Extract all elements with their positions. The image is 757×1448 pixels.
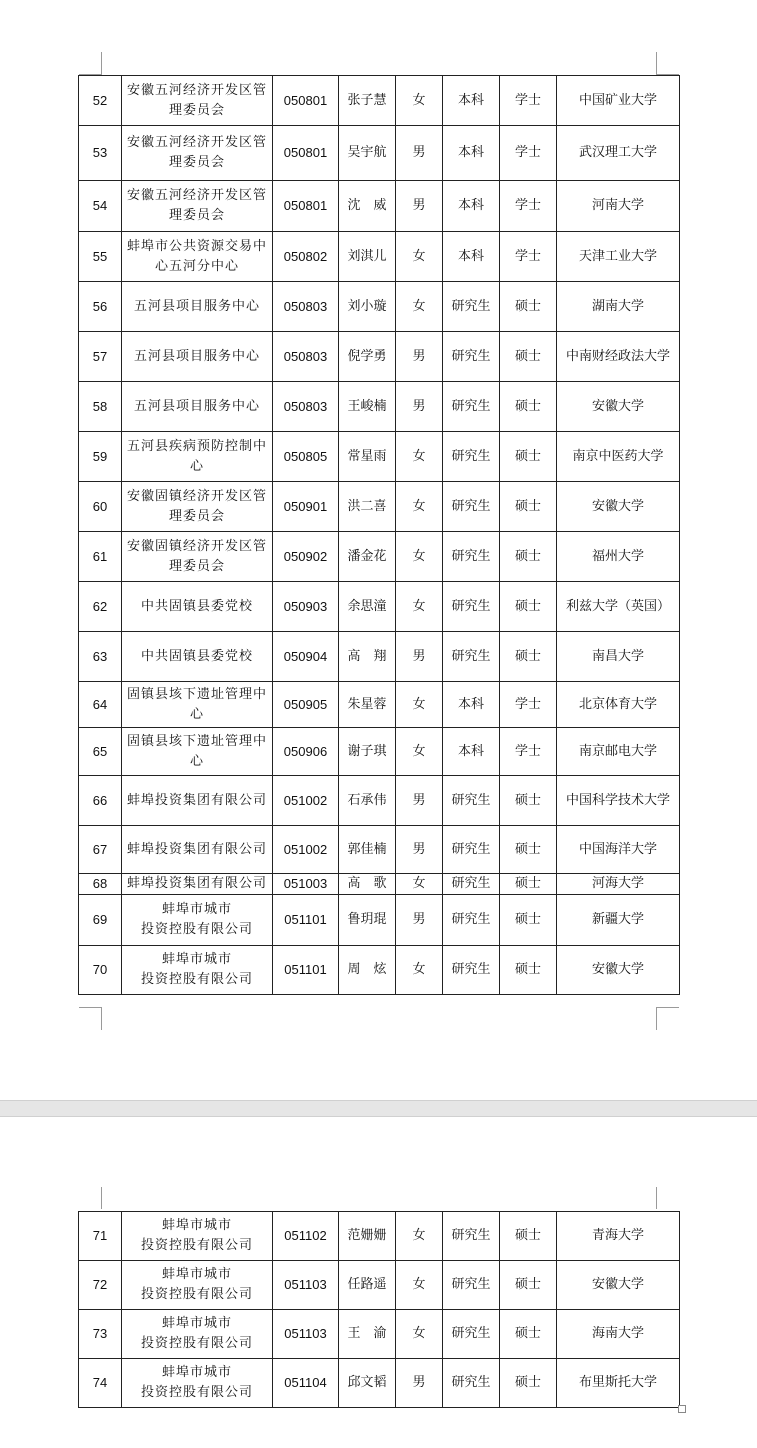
school-name-cell: 北京体育大学 <box>557 682 680 728</box>
table-row <box>79 126 680 181</box>
table-row <box>79 432 680 482</box>
unit-name-cell: 蚌埠投资集团有限公司 <box>122 826 273 874</box>
table-resize-handle[interactable] <box>678 1405 686 1413</box>
table-row <box>79 181 680 232</box>
education-cell: 本科 <box>443 232 500 282</box>
unit-name-cell: 蚌埠市公共资源交易中心五河分中心 <box>122 232 273 282</box>
unit-name-cell: 蚌埠市城市 投资控股有限公司 <box>122 895 273 946</box>
position-code-cell: 050903 <box>273 582 339 632</box>
education-cell: 研究生 <box>443 776 500 826</box>
degree-cell: 学士 <box>500 728 557 776</box>
unit-name-cell: 中共固镇县委党校 <box>122 582 273 632</box>
unit-name-cell: 蚌埠市城市 投资控股有限公司 <box>122 1310 273 1359</box>
document-page-2 <box>0 1117 757 1448</box>
candidate-name-cell: 邱文韬 <box>339 1359 396 1408</box>
gender-cell: 男 <box>396 332 443 382</box>
education-cell: 研究生 <box>443 482 500 532</box>
unit-name-cell: 蚌埠市城市 投资控股有限公司 <box>122 1261 273 1310</box>
unit-name-cell: 蚌埠市城市 投资控股有限公司 <box>122 1359 273 1408</box>
row-number-cell: 68 <box>79 874 122 895</box>
gender-cell: 男 <box>396 632 443 682</box>
row-number-cell: 73 <box>79 1310 122 1359</box>
row-number-cell: 52 <box>79 76 122 126</box>
degree-cell: 硕士 <box>500 1359 557 1408</box>
position-code-cell: 050801 <box>273 126 339 181</box>
candidate-name-cell: 朱星蓉 <box>339 682 396 728</box>
candidate-name-cell: 倪学勇 <box>339 332 396 382</box>
row-number-cell: 65 <box>79 728 122 776</box>
table-row <box>79 632 680 682</box>
position-code-cell: 051002 <box>273 776 339 826</box>
gender-cell: 男 <box>396 776 443 826</box>
table-row <box>79 776 680 826</box>
position-code-cell: 050802 <box>273 232 339 282</box>
education-cell: 研究生 <box>443 946 500 995</box>
table-row <box>79 946 680 995</box>
row-number-cell: 57 <box>79 332 122 382</box>
degree-cell: 硕士 <box>500 582 557 632</box>
unit-name-cell: 五河县项目服务中心 <box>122 382 273 432</box>
row-number-cell: 63 <box>79 632 122 682</box>
row-number-cell: 60 <box>79 482 122 532</box>
candidate-name-cell: 郭佳楠 <box>339 826 396 874</box>
row-number-cell: 62 <box>79 582 122 632</box>
position-code-cell: 050801 <box>273 181 339 232</box>
row-number-cell: 72 <box>79 1261 122 1310</box>
unit-name-cell: 五河县疾病预防控制中心 <box>122 432 273 482</box>
table-row <box>79 332 680 382</box>
position-code-cell: 051101 <box>273 946 339 995</box>
degree-cell: 硕士 <box>500 432 557 482</box>
row-number-cell: 66 <box>79 776 122 826</box>
table-row <box>79 826 680 874</box>
unit-name-cell: 蚌埠投资集团有限公司 <box>122 776 273 826</box>
education-cell: 研究生 <box>443 874 500 895</box>
degree-cell: 硕士 <box>500 874 557 895</box>
school-name-cell: 海南大学 <box>557 1310 680 1359</box>
candidate-name-cell: 周 炫 <box>339 946 396 995</box>
education-cell: 研究生 <box>443 582 500 632</box>
row-number-cell: 69 <box>79 895 122 946</box>
candidate-name-cell: 范姗姗 <box>339 1212 396 1261</box>
school-name-cell: 中国矿业大学 <box>557 76 680 126</box>
unit-name-cell: 安徽固镇经济开发区管理委员会 <box>122 482 273 532</box>
gender-cell: 男 <box>396 826 443 874</box>
crop-mark-top-left <box>79 52 102 75</box>
table-row <box>79 682 680 728</box>
row-number-cell: 67 <box>79 826 122 874</box>
position-code-cell: 051102 <box>273 1212 339 1261</box>
position-code-cell: 051101 <box>273 895 339 946</box>
position-code-cell: 050905 <box>273 682 339 728</box>
school-name-cell: 武汉理工大学 <box>557 126 680 181</box>
education-cell: 研究生 <box>443 532 500 582</box>
degree-cell: 硕士 <box>500 532 557 582</box>
unit-name-cell: 中共固镇县委党校 <box>122 632 273 682</box>
education-cell: 本科 <box>443 682 500 728</box>
position-code-cell: 050801 <box>273 76 339 126</box>
degree-cell: 硕士 <box>500 776 557 826</box>
school-name-cell: 南昌大学 <box>557 632 680 682</box>
gender-cell: 女 <box>396 432 443 482</box>
candidate-name-cell: 常星雨 <box>339 432 396 482</box>
gender-cell: 女 <box>396 482 443 532</box>
gender-cell: 女 <box>396 232 443 282</box>
row-number-cell: 59 <box>79 432 122 482</box>
school-name-cell: 安徽大学 <box>557 1261 680 1310</box>
crop-mark-bottom-left <box>79 1007 102 1030</box>
school-name-cell: 安徽大学 <box>557 382 680 432</box>
degree-cell: 硕士 <box>500 1212 557 1261</box>
candidate-name-cell: 洪二喜 <box>339 482 396 532</box>
gender-cell: 女 <box>396 532 443 582</box>
degree-cell: 硕士 <box>500 946 557 995</box>
gender-cell: 女 <box>396 874 443 895</box>
unit-name-cell: 五河县项目服务中心 <box>122 332 273 382</box>
row-number-cell: 70 <box>79 946 122 995</box>
gender-cell: 女 <box>396 728 443 776</box>
education-cell: 研究生 <box>443 1261 500 1310</box>
gender-cell: 男 <box>396 895 443 946</box>
degree-cell: 硕士 <box>500 895 557 946</box>
school-name-cell: 中国科学技术大学 <box>557 776 680 826</box>
candidate-name-cell: 谢子琪 <box>339 728 396 776</box>
school-name-cell: 中南财经政法大学 <box>557 332 680 382</box>
unit-name-cell: 蚌埠市城市 投资控股有限公司 <box>122 1212 273 1261</box>
unit-name-cell: 蚌埠投资集团有限公司 <box>122 874 273 895</box>
gender-cell: 女 <box>396 1310 443 1359</box>
candidate-name-cell: 张子慧 <box>339 76 396 126</box>
school-name-cell: 河南大学 <box>557 181 680 232</box>
degree-cell: 学士 <box>500 232 557 282</box>
education-cell: 研究生 <box>443 1212 500 1261</box>
position-code-cell: 050904 <box>273 632 339 682</box>
unit-name-cell: 安徽五河经济开发区管理委员会 <box>122 126 273 181</box>
gender-cell: 男 <box>396 181 443 232</box>
gender-cell: 女 <box>396 582 443 632</box>
position-code-cell: 051103 <box>273 1310 339 1359</box>
row-number-cell: 56 <box>79 282 122 332</box>
position-code-cell: 051003 <box>273 874 339 895</box>
gender-cell: 女 <box>396 282 443 332</box>
education-cell: 研究生 <box>443 1359 500 1408</box>
gender-cell: 女 <box>396 76 443 126</box>
degree-cell: 学士 <box>500 126 557 181</box>
candidate-name-cell: 潘金花 <box>339 532 396 582</box>
table-row <box>79 532 680 582</box>
table-row <box>79 1261 680 1310</box>
candidate-name-cell: 刘淇儿 <box>339 232 396 282</box>
degree-cell: 硕士 <box>500 282 557 332</box>
school-name-cell: 布里斯托大学 <box>557 1359 680 1408</box>
education-cell: 研究生 <box>443 826 500 874</box>
candidate-name-cell: 高 歌 <box>339 874 396 895</box>
education-cell: 研究生 <box>443 895 500 946</box>
position-code-cell: 050803 <box>273 282 339 332</box>
degree-cell: 硕士 <box>500 382 557 432</box>
row-number-cell: 74 <box>79 1359 122 1408</box>
candidate-name-cell: 任路遥 <box>339 1261 396 1310</box>
table-row <box>79 1310 680 1359</box>
table-row <box>79 76 680 126</box>
education-cell: 本科 <box>443 126 500 181</box>
gender-cell: 女 <box>396 946 443 995</box>
education-cell: 研究生 <box>443 282 500 332</box>
unit-name-cell: 蚌埠市城市 投资控股有限公司 <box>122 946 273 995</box>
position-code-cell: 050901 <box>273 482 339 532</box>
education-cell: 研究生 <box>443 382 500 432</box>
unit-name-cell: 安徽五河经济开发区管理委员会 <box>122 181 273 232</box>
candidate-name-cell: 余思潼 <box>339 582 396 632</box>
table-row <box>79 874 680 895</box>
table-row <box>79 582 680 632</box>
school-name-cell: 河海大学 <box>557 874 680 895</box>
education-cell: 本科 <box>443 181 500 232</box>
gender-cell: 女 <box>396 1261 443 1310</box>
school-name-cell: 利兹大学（英国） <box>557 582 680 632</box>
candidate-name-cell: 高 翔 <box>339 632 396 682</box>
results-table-page-1 <box>78 75 680 995</box>
school-name-cell: 青海大学 <box>557 1212 680 1261</box>
degree-cell: 学士 <box>500 682 557 728</box>
position-code-cell: 050803 <box>273 332 339 382</box>
candidate-name-cell: 石承伟 <box>339 776 396 826</box>
education-cell: 研究生 <box>443 632 500 682</box>
table-row <box>79 382 680 432</box>
row-number-cell: 61 <box>79 532 122 582</box>
unit-name-cell: 固镇县垓下遗址管理中心 <box>122 682 273 728</box>
candidate-name-cell: 鲁玥琨 <box>339 895 396 946</box>
gender-cell: 女 <box>396 682 443 728</box>
position-code-cell: 051104 <box>273 1359 339 1408</box>
gender-cell: 男 <box>396 126 443 181</box>
position-code-cell: 051002 <box>273 826 339 874</box>
degree-cell: 硕士 <box>500 1261 557 1310</box>
crop-mark-top-right <box>656 52 679 75</box>
position-code-cell: 050906 <box>273 728 339 776</box>
education-cell: 本科 <box>443 76 500 126</box>
table-row <box>79 482 680 532</box>
candidate-name-cell: 沈 威 <box>339 181 396 232</box>
position-code-cell: 051103 <box>273 1261 339 1310</box>
crop-mark-bottom-right <box>656 1007 679 1030</box>
table-row <box>79 895 680 946</box>
position-code-cell: 050805 <box>273 432 339 482</box>
candidate-name-cell: 吴宇航 <box>339 126 396 181</box>
row-number-cell: 54 <box>79 181 122 232</box>
candidate-name-cell: 王 渝 <box>339 1310 396 1359</box>
unit-name-cell: 安徽固镇经济开发区管理委员会 <box>122 532 273 582</box>
crop-mark-top-right <box>656 1187 679 1209</box>
table-row <box>79 1359 680 1408</box>
gender-cell: 男 <box>396 382 443 432</box>
gender-cell: 男 <box>396 1359 443 1408</box>
table-row <box>79 1212 680 1261</box>
gender-cell: 女 <box>396 1212 443 1261</box>
page-separator <box>0 1100 757 1117</box>
education-cell: 研究生 <box>443 432 500 482</box>
degree-cell: 硕士 <box>500 482 557 532</box>
results-table-page-2 <box>78 1211 680 1408</box>
crop-mark-top-left <box>79 1187 102 1209</box>
table-row <box>79 232 680 282</box>
candidate-name-cell: 王峻楠 <box>339 382 396 432</box>
unit-name-cell: 五河县项目服务中心 <box>122 282 273 332</box>
school-name-cell: 安徽大学 <box>557 946 680 995</box>
education-cell: 研究生 <box>443 1310 500 1359</box>
row-number-cell: 71 <box>79 1212 122 1261</box>
education-cell: 本科 <box>443 728 500 776</box>
degree-cell: 硕士 <box>500 826 557 874</box>
school-name-cell: 中国海洋大学 <box>557 826 680 874</box>
school-name-cell: 安徽大学 <box>557 482 680 532</box>
row-number-cell: 58 <box>79 382 122 432</box>
degree-cell: 硕士 <box>500 1310 557 1359</box>
candidate-name-cell: 刘小璇 <box>339 282 396 332</box>
unit-name-cell: 安徽五河经济开发区管理委员会 <box>122 76 273 126</box>
school-name-cell: 天津工业大学 <box>557 232 680 282</box>
degree-cell: 学士 <box>500 181 557 232</box>
table-row <box>79 728 680 776</box>
school-name-cell: 福州大学 <box>557 532 680 582</box>
education-cell: 研究生 <box>443 332 500 382</box>
degree-cell: 硕士 <box>500 632 557 682</box>
school-name-cell: 南京邮电大学 <box>557 728 680 776</box>
degree-cell: 硕士 <box>500 332 557 382</box>
row-number-cell: 53 <box>79 126 122 181</box>
school-name-cell: 新疆大学 <box>557 895 680 946</box>
position-code-cell: 050902 <box>273 532 339 582</box>
degree-cell: 学士 <box>500 76 557 126</box>
school-name-cell: 湖南大学 <box>557 282 680 332</box>
school-name-cell: 南京中医药大学 <box>557 432 680 482</box>
row-number-cell: 64 <box>79 682 122 728</box>
position-code-cell: 050803 <box>273 382 339 432</box>
unit-name-cell: 固镇县垓下遗址管理中心 <box>122 728 273 776</box>
row-number-cell: 55 <box>79 232 122 282</box>
table-row <box>79 282 680 332</box>
